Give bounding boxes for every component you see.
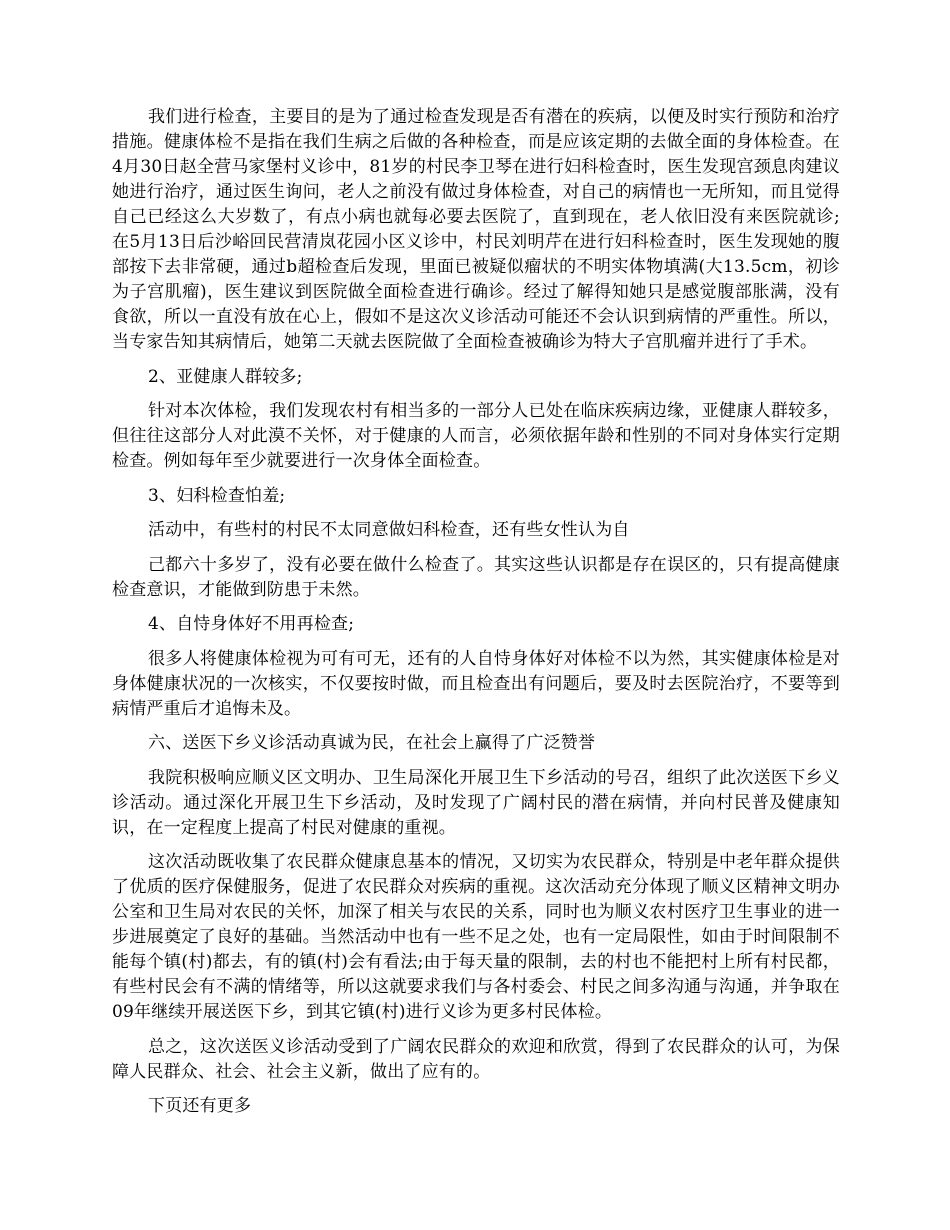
paragraph-gynecology-part1: 活动中，有些村的村民不太同意做妇科检查，还有些女性认为自: [148, 520, 630, 540]
paragraph-conclusion: 总之，这次送医义诊活动受到了广阔农民群众的欢迎和欣赏，得到了农民群众的认可，为保障人民群众、社会、社会主义新，做出了应有的。: [112, 1036, 840, 1082]
paragraph-hospital-response: 我院积极响应顺义区文明办、卫生局深化开展卫生下乡活动的号召，组织了此次送医下乡义诊活动。通过深化开展卫生下乡活动，及时发现了广阔村民的潜在病情，并向村民普及健康知识，在一定程度上提高了村民对健康的重视。: [112, 767, 840, 838]
next-page-note: 下页还有更多: [148, 1096, 252, 1116]
document-body: [112, 105, 840, 1129]
heading-gynecology-shy: 3、妇科检查怕羞;: [148, 485, 286, 506]
heading-body-confidence: 4、自恃身体好不用再检查;: [148, 614, 355, 634]
heading-section-six: 六、送医下乡义诊活动真诚为民，在社会上赢得了广泛赞誉: [148, 733, 596, 753]
paragraph-subhealth: 针对本次体检，我们发现农村有相当多的一部分人已处在临床疾病边缘，亚健康人群较多，但往往这部分人对此漠不关怀，对于健康的人而言，必须依据年龄和性别的不同对身体实行定期检查。例如每年至少就要进行一次身体全面检查。: [112, 401, 840, 471]
heading-subhealth: 2、亚健康人群较多;: [148, 366, 303, 387]
paragraph-body-confidence: 很多人将健康体检视为可有可无，还有的人自恃身体好对体检不以为然，其实健康体检是对身体健康状况的一次核实，不仅要按时做，而且检查出有问题后，要及时去医院治疗，不要等到病情严重后才追悔未及。: [112, 648, 840, 719]
paragraph-activity-summary: 这次活动既收集了农民群众健康息基本的情况，又切实为农民群众，特别是中老年群众提供了优质的医疗保健服务，促进了农民群众对疾病的重视。这次活动充分体现了顺义区精神文明办公室和卫生局对农民的关怀，加深了相关与农民的关系，同时也为顺义农村医疗卫生事业的进一步进展奠定了良好的基础。当然活动中也有一些不足之处，也有一定局限性，如由于时间限制不能每个镇(村)都去，有的镇(村)会有看法;由于每天量的限制，去的村也不能把村上所有村民都，有些村民会有不满的情绪等，所以这就要求我们与各村委会、村民之间多沟通与沟通，并争取在09年继续开展送医下乡，到其它镇(村)进行义诊为更多村民体检。: [112, 852, 840, 1022]
paragraph-gynecology-part2: 己都六十多岁了，没有必要在做什么检查了。其实这些认识都是存在误区的，只有提高健康检查意识，才能做到防患于未然。: [112, 554, 840, 600]
paragraph-checkup-purpose: 我们进行检查，主要目的是为了通过检查发现是否有潜在的疾病，以便及时实行预防和治疗措施。健康体检不是指在我们生病之后做的各种检查，而是应该定期的去做全面的身体检查。在4月30日赵全营马家堡村义诊中，81岁的村民李卫琴在进行妇科检查时，医生发现宫颈息肉建议她进行治疗，通过医生询问，老人之前没有做过身体检查，对自己的病情也一无所知，而且觉得自己已经这么大岁数了，有点小病也就每必要去医院了，直到现在，老人依旧没有来医院就诊;在5月13日后沙峪回民营清岚花园小区义诊中，村民刘明芹在进行妇科检查时，医生发现她的腹部按下去非常硬，通过b超检查后发现，里面已被疑似瘤状的不明实体物填满(大13.5cm，初诊为子宫肌瘤)，医生建议到医院做全面检查进行确诊。经过了解得知她只是感觉腹部胀满，没有食欲，所以一直没有放在心上，假如不是这次义诊活动可能还不会认识到病情的严重性。所以，当专家告知其病情后，她第二天就去医院做了全面检查被确诊为特大子宫肌瘤并进行了手术。: [112, 107, 840, 352]
